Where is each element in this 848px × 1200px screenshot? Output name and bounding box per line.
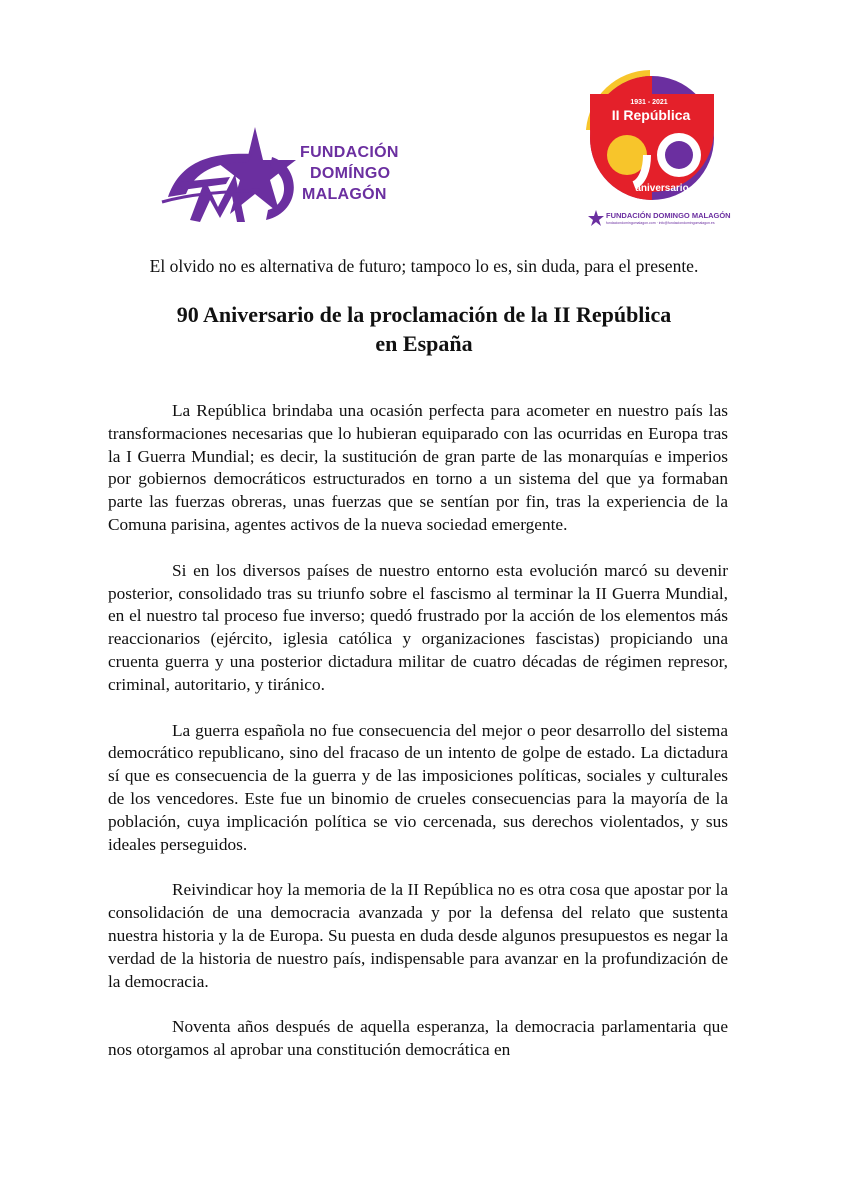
paragraph-5: Noventa años después de aquella esperanza, la democracia parlamentaria que nos otorgamos al aprobar una constitución democrática en — [108, 1017, 728, 1060]
tagline: El olvido no es alternativa de futuro; tampoco lo es, sin duda, para el presente. — [149, 256, 699, 276]
emblem-footer: FUNDACIÓN DOMINGO MALAGÓN — [606, 211, 731, 220]
emblem-years: 1931 - 2021 — [630, 99, 668, 106]
emblem-aniversario: aniversario — [635, 183, 689, 194]
logo-line-3: MALAGÓN — [302, 186, 387, 203]
logo-line-1: FUNDACIÓN — [300, 144, 399, 161]
logo-line-2: DOMÍNGO — [310, 165, 391, 182]
fundacion-logo — [160, 122, 410, 232]
paragraph-3: La guerra española no fue consecuencia del mejor o peor desarrollo del sistema democrático republicano, sino del fracaso de un intento de golpe de estado. La dictadura sí que es consecuencia de la guerra y de las imposiciones políticas, sociales y culturales de los vencedores. Este fue un binomio de crueles consecuencias para la mayoría de la población, cuya implicación política se vio cercenada, sus derechos violentados, y sus ideales perseguidos. — [108, 720, 728, 854]
paragraph-1: La República brindaba una ocasión perfecta para acometer en nuestro país las transformaciones necesarias que lo hubieran equiparado con las ocurridas en Europa tras la I Guerra Mundial; es decir, la sustitución de gran parte de las monarquías e imperios por gobiernos democráticos estructurados en torno a un sistema del que ya formaban parte las fuerzas obreras, unas fuerzas que se sentían por fin, tras la experiencia de la Comuna parisina, agentes activos de la nueva sociedad emergente. — [108, 401, 728, 534]
paragraph-2: Si en los diversos países de nuestro entorno esta evolución marcó su devenir posterior, consolidado tras su triunfo sobre el fascismo al terminar la II Guerra Mundial, en el nuestro tal proceso fue inverso; quedó frustrado por la acción de los elementos más reaccionarios (ejército, iglesia católica y organizaciones fascistas) propiciando una cruenta guerra y una posterior dictadura militar de cuatro décadas de régimen represor, criminal, autoritario, y tiránico. — [108, 560, 728, 694]
title-line-1: 90 Aniversario de la proclamación de la II República — [176, 302, 672, 327]
emblem-small-text: fundaciondomingomalagon.com · info@fundaciondomingomalagon.es — [606, 221, 715, 225]
title-line-2: en España — [375, 331, 473, 356]
aniversario-logo — [584, 70, 731, 240]
emblem-title: II República — [611, 107, 691, 123]
paragraph-4: Reivindicar hoy la memoria de la II República no es otra cosa que apostar por la consolidación de una democracia avanzada y por la defensa del relato que sustenta nuestra historia y la de Europa. Su puesta en duda desde algunos presupuestos es negar la verdad de la historia de nuestro país, indispensable para avanzar en la profundización de la democracia. — [108, 880, 728, 991]
fdm-monogram-icon — [160, 122, 300, 232]
document-title — [108, 300, 740, 358]
document-body — [108, 400, 728, 1085]
